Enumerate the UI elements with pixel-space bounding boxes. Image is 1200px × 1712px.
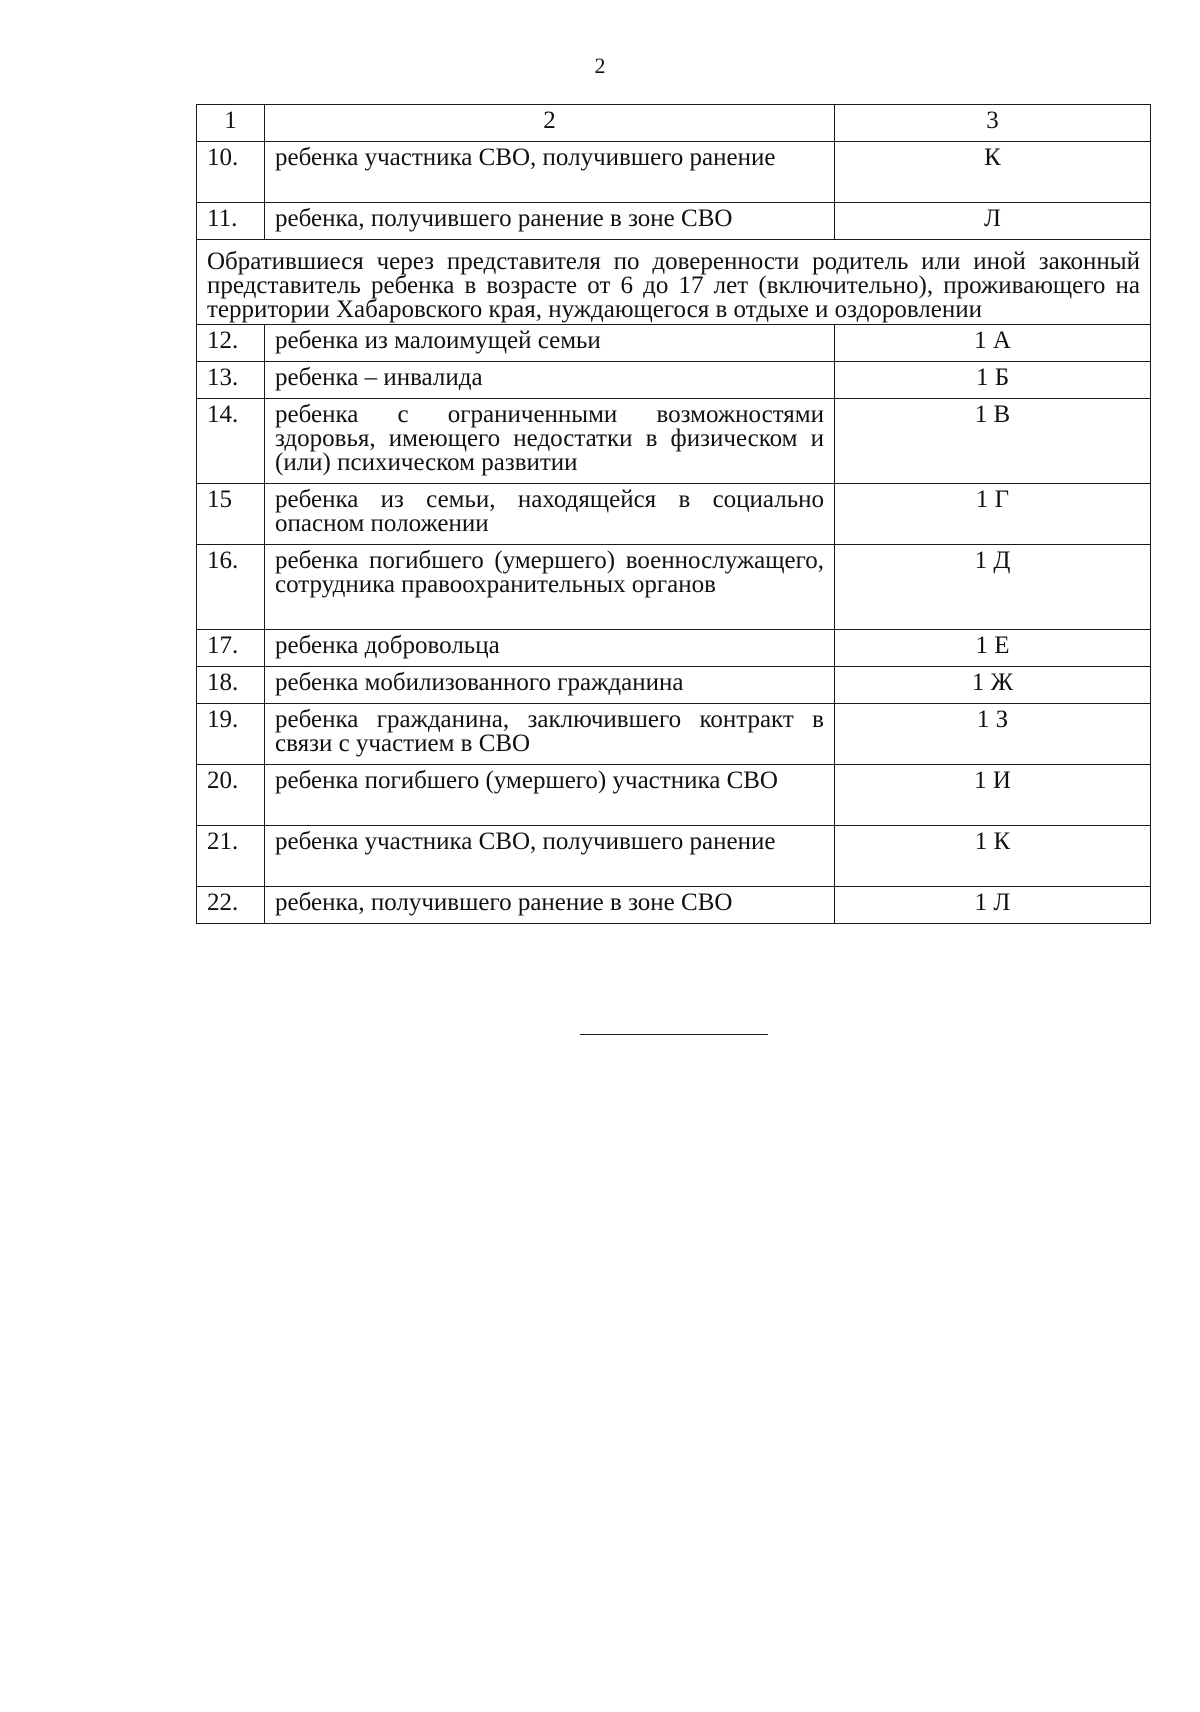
row-description: ребенка участника СВО, получившего ранение (265, 142, 835, 203)
row-description: ребенка, получившего ранение в зоне СВО (265, 887, 835, 924)
table-row (197, 362, 1151, 399)
row-description: ребенка гражданина, заключившего контракт в связи с участием в СВО (265, 704, 835, 765)
row-code: 1 В (835, 399, 1151, 484)
row-code: 1 Д (835, 545, 1151, 630)
table-row (197, 704, 1151, 765)
row-description: ребенка с ограниченными возможностями здоровья, имеющего недостатки в физическом и (или) психическом развитии (265, 399, 835, 484)
row-number: 14. (197, 399, 265, 484)
row-code: 1 К (835, 826, 1151, 887)
table-row (197, 667, 1151, 704)
table-row (197, 142, 1151, 203)
row-description: ребенка добровольца (265, 630, 835, 667)
header-cell-1: 1 (197, 105, 265, 142)
row-number: 13. (197, 362, 265, 399)
page-number: 2 (594, 53, 606, 78)
row-code: 1 Е (835, 630, 1151, 667)
end-of-document-rule (580, 1034, 768, 1035)
row-number: 16. (197, 545, 265, 630)
row-number: 21. (197, 826, 265, 887)
row-code: 1 Б (835, 362, 1151, 399)
table-row (197, 765, 1151, 826)
row-description: ребенка мобилизованного гражданина (265, 667, 835, 704)
table-row (197, 484, 1151, 545)
table-row (197, 399, 1151, 484)
row-description: ребенка участника СВО, получившего ранение (265, 826, 835, 887)
table-row (197, 325, 1151, 362)
row-description: ребенка из малоимущей семьи (265, 325, 835, 362)
row-description: ребенка из семьи, находящейся в социально опасном положении (265, 484, 835, 545)
header-cell-3: 3 (835, 105, 1151, 142)
row-number: 15 (197, 484, 265, 545)
row-code: К (835, 142, 1151, 203)
row-code: 1 Л (835, 887, 1151, 924)
row-number: 18. (197, 667, 265, 704)
row-code: 1 Г (835, 484, 1151, 545)
row-number: 12. (197, 325, 265, 362)
row-number: 10. (197, 142, 265, 203)
categories-table (196, 104, 1151, 924)
table-row (197, 630, 1151, 667)
row-number: 17. (197, 630, 265, 667)
row-number: 22. (197, 887, 265, 924)
header-cell-2: 2 (265, 105, 835, 142)
row-code: 1 А (835, 325, 1151, 362)
table-row (197, 826, 1151, 887)
row-number: 11. (197, 203, 265, 240)
row-number: 19. (197, 704, 265, 765)
row-code: 1 И (835, 765, 1151, 826)
row-description: ребенка погибшего (умершего) участника СВО (265, 765, 835, 826)
row-description: ребенка, получившего ранение в зоне СВО (265, 203, 835, 240)
row-code: 1 З (835, 704, 1151, 765)
table-row (197, 887, 1151, 924)
table-header-row (197, 105, 1151, 142)
row-code: Л (835, 203, 1151, 240)
section-heading-text: Обратившиеся через представителя по доверенности родитель или иной законный представитель ребенка в возрасте от 6 до 17 лет (включительно), проживающего на территории Хабаровского края, нуждающегося в отдыхе и оздоровлении (197, 240, 1151, 325)
row-description: ребенка погибшего (умершего) военнослужащего, сотрудника правоохранительных органов (265, 545, 835, 630)
table-row (197, 203, 1151, 240)
row-description: ребенка – инвалида (265, 362, 835, 399)
table-row (197, 545, 1151, 630)
section-heading-row (197, 240, 1151, 325)
row-code: 1 Ж (835, 667, 1151, 704)
row-number: 20. (197, 765, 265, 826)
